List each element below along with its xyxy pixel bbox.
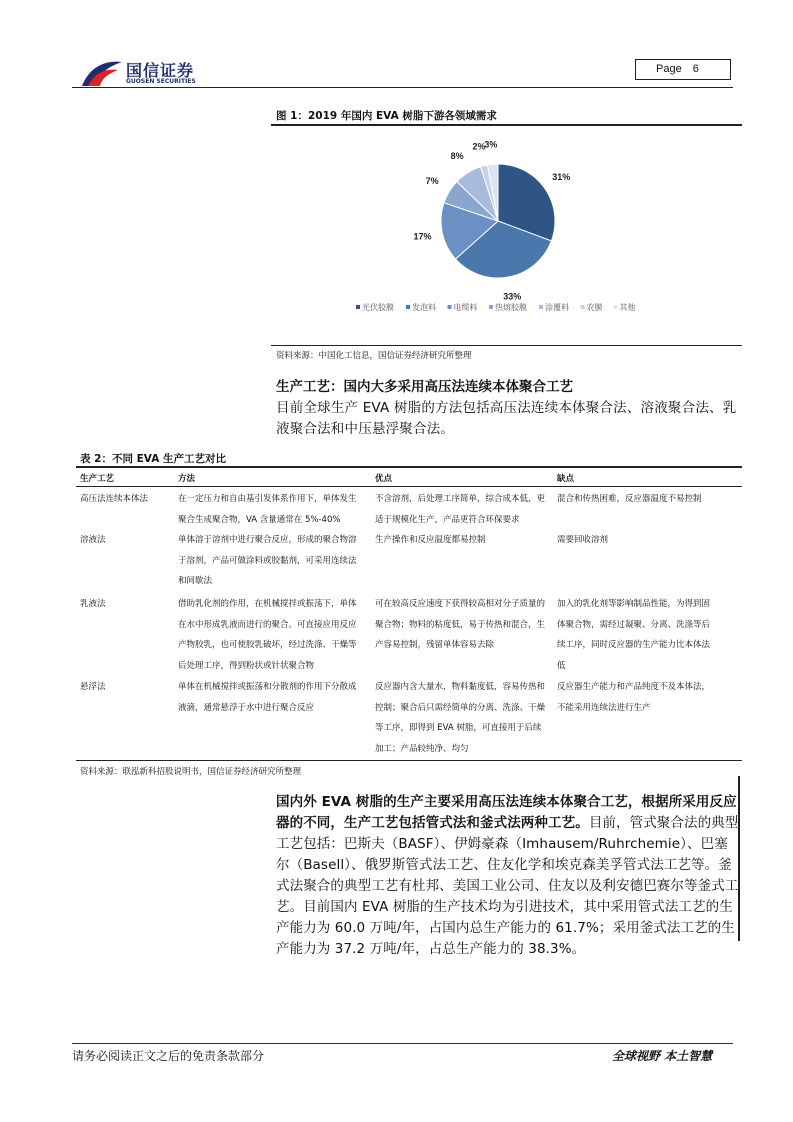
table-cell-method: 在一定压力和自由基引发体系作用下，单体发生聚合生成聚合物，VA 含量通常在 5%-40% bbox=[178, 494, 357, 525]
paragraph-side-rule bbox=[738, 776, 740, 941]
table-cell-pros: 不含溶剂，后处理工序简单，综合成本低，更适于规模化生产，产品更符合环保要求 bbox=[375, 494, 546, 525]
logo-mark-icon bbox=[80, 56, 124, 90]
legend-label-3: 热熔胶膜 bbox=[495, 303, 527, 312]
legend-marker-3 bbox=[489, 305, 493, 309]
legend-marker-0 bbox=[356, 305, 360, 309]
pie-data-label-6: 3% bbox=[484, 139, 498, 150]
table-cell-cons: 反应器生产能力和产品纯度不及本体法，不能采用连续法进行生产 bbox=[557, 682, 711, 713]
table-cell-method: 单体溶于溶剂中进行聚合反应，形成的聚合物溶于溶剂，产品可做涂料或胶黏剂，可采用连续法和间歇法 bbox=[178, 535, 357, 587]
legend-label-2: 电缆料 bbox=[453, 303, 478, 312]
table-cell-process: 悬浮法 bbox=[80, 682, 106, 692]
pie-data-label-1: 33% bbox=[503, 291, 522, 302]
company-name-cn: 国信证券 bbox=[126, 61, 195, 80]
header-divider bbox=[72, 87, 733, 88]
legend-label-6: 其他 bbox=[619, 303, 636, 312]
table-header-process: 生产工艺 bbox=[80, 474, 115, 484]
page-label: Page bbox=[656, 63, 682, 75]
body-paragraph bbox=[276, 792, 740, 960]
legend-label-0: 光伏胶膜 bbox=[362, 303, 394, 312]
table-header-rule bbox=[76, 486, 742, 487]
legend-marker-2 bbox=[448, 305, 452, 309]
table-cell-process: 乳液法 bbox=[80, 599, 106, 609]
figure-title: 图 1：2019 年国内 EVA 树脂下游各领域需求 bbox=[276, 110, 497, 122]
footer-divider bbox=[72, 1043, 733, 1044]
figure-title-divider bbox=[271, 124, 742, 126]
pie-chart-svg bbox=[271, 130, 742, 340]
legend-marker-4 bbox=[539, 305, 543, 309]
table-cell-method: 单体在机械搅拌或振荡和分散剂的作用下分散成液滴，通常悬浮于水中进行聚合反应 bbox=[178, 682, 357, 713]
paragraph-text: 目前，管式聚合法的典型工艺包括：巴斯夫（BASF）、伊姆豪森（Imhausem/Ruhrchemie）、巴塞尔（Basell）、俄罗斯管式法工艺、住友化学和埃克森美孚管式法工艺等。釜式法聚合的典型工艺有杜邦、美国工业公司、住友以及利安德巴赛尔等釜式工艺。目前国内 EVA 树脂的生产技术均为引进技术，其中采用管式法工艺的生产能力为 60.0 万吨/年，占国内总生产能力的 61.7%；采用釜式法工艺的生产能力为 37.2 万吨/年，占总生产能力的 38.3%。 bbox=[276, 815, 739, 957]
paragraph-bold-lead: 国内外 EVA 树脂的生产主要采用高压法连续本体聚合工艺，根据所采用反应器的不同，生产工艺包括管式法和釜式法两种工艺。 bbox=[276, 794, 737, 831]
section-text: 目前全球生产 EVA 树脂的方法包括高压法连续本体聚合法、溶液聚合法、乳液聚合法和中压悬浮聚合法。 bbox=[276, 400, 737, 437]
footer-slogan: 全球视野 本土智慧 bbox=[612, 1049, 713, 1063]
pie-data-label-0: 31% bbox=[552, 172, 571, 183]
table-source: 资料来源：联泓新科招股说明书，国信证券经济研究所整理 bbox=[80, 767, 302, 777]
table-header-pros: 优点 bbox=[375, 474, 393, 484]
table-bottom-rule bbox=[76, 760, 742, 761]
company-logo bbox=[80, 56, 210, 90]
table-cell-pros: 可在较高反应速度下获得较高相对分子质量的聚合物；物料的粘度低，易于传热和混合，生产容易控制，残留单体容易去除 bbox=[375, 599, 546, 651]
figure-bottom-divider bbox=[271, 345, 742, 346]
table-top-rule bbox=[76, 466, 742, 468]
table-cell-pros: 反应器内含大量水，物料黏度低，容易传热和控制；聚合后只需经简单的分离、洗涤、干燥等工序，即得到 EVA 树脂，可直接用于后续加工；产品较纯净、均匀 bbox=[375, 682, 546, 754]
page-indicator bbox=[635, 59, 731, 80]
table-cell-method: 借助乳化剂的作用，在机械搅拌或振荡下，单体在水中形成乳液而进行的聚合。可直接应用反应产物胶乳，也可使胶乳破坏，经过洗涤、干燥等后处理工序，得到粉状或针状聚合物 bbox=[178, 599, 357, 671]
pie-data-label-3: 7% bbox=[425, 176, 439, 187]
table-cell-process: 溶液法 bbox=[80, 535, 106, 545]
pie-data-label-5: 2% bbox=[472, 141, 486, 152]
table-header-method: 方法 bbox=[178, 474, 196, 484]
table-cell-process: 高压法连续本体法 bbox=[80, 494, 149, 504]
table-cell-cons: 加入的乳化剂等影响制品性能，为得到固体聚合物，需经过凝聚、分离、洗涤等后续工序，同时反应器的生产能力比本体法低 bbox=[557, 599, 711, 671]
pie-chart bbox=[271, 130, 742, 340]
page-number: 6 bbox=[692, 63, 699, 75]
legend-marker-5 bbox=[581, 305, 585, 309]
footer-disclaimer: 请务必阅读正文之后的免责条款部分 bbox=[72, 1049, 265, 1063]
legend-marker-1 bbox=[406, 305, 410, 309]
table-cell-cons: 需要回收溶剂 bbox=[557, 535, 609, 545]
pie-data-label-4: 8% bbox=[450, 150, 464, 161]
section-title: 生产工艺：国内大多采用高压法连续本体聚合工艺 bbox=[276, 379, 573, 395]
legend-label-4: 涂覆料 bbox=[545, 303, 569, 312]
legend-marker-6 bbox=[614, 305, 618, 309]
table-cell-cons: 混合和传热困难，反应器温度不易控制 bbox=[557, 494, 702, 504]
table-header-cons: 缺点 bbox=[557, 474, 575, 484]
table-title: 表 2：不同 EVA 生产工艺对比 bbox=[80, 453, 226, 465]
pie-data-label-2: 17% bbox=[413, 231, 432, 242]
legend-label-1: 发泡料 bbox=[412, 303, 436, 312]
legend-label-5: 农膜 bbox=[586, 303, 603, 312]
company-name-en: GUOSEN SECURITIES bbox=[126, 78, 196, 85]
table-cell-pros: 生产操作和反应温度都易控制 bbox=[375, 535, 486, 545]
figure-source: 资料来源：中国化工信息，国信证券经济研究所整理 bbox=[276, 351, 472, 361]
